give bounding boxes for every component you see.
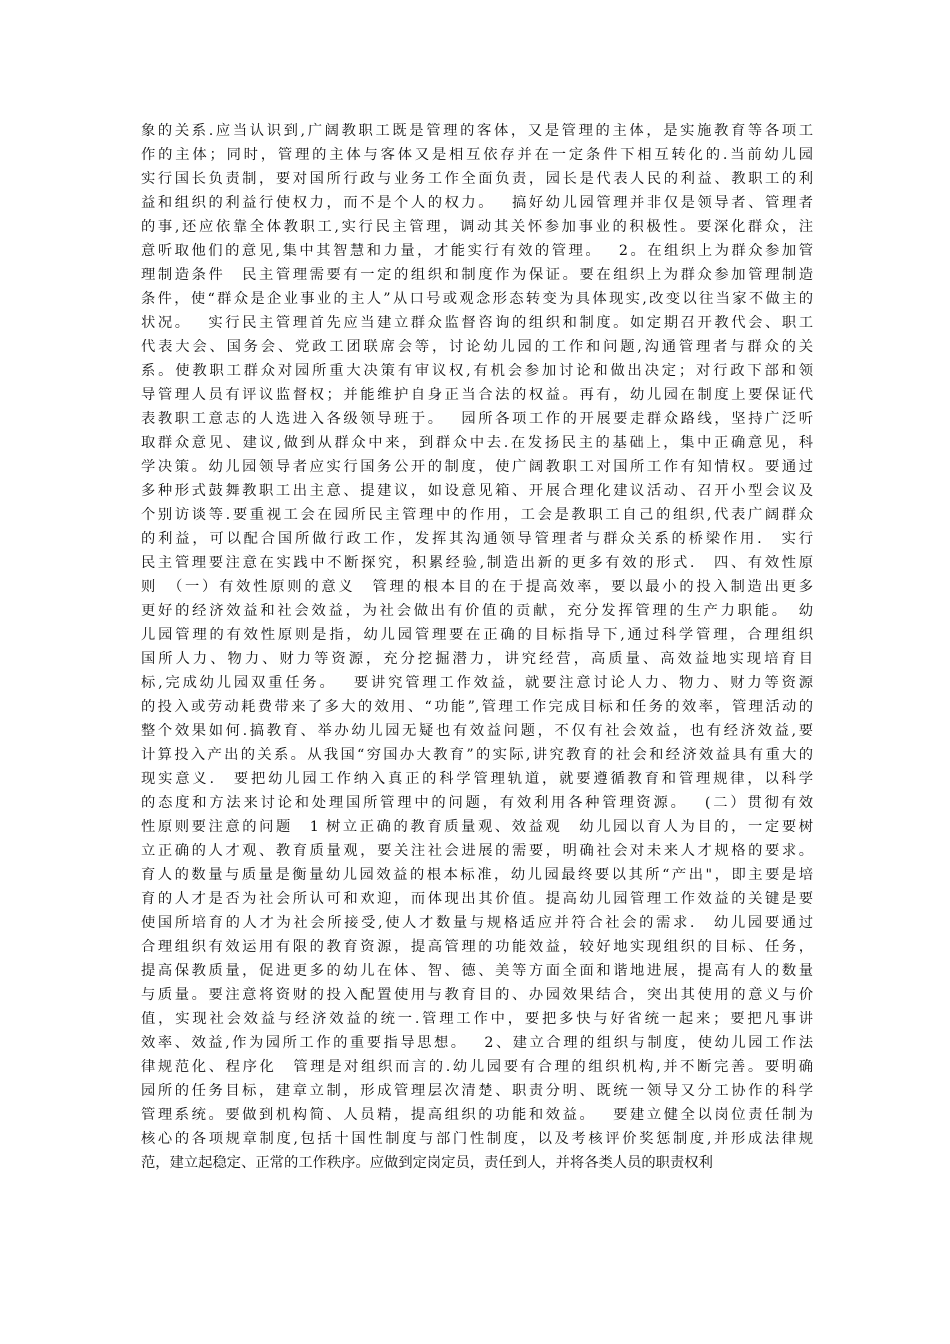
text-line: 育人的数量与质量是衡量幼儿园效益的根本标准，幼儿园最终要以其所“产出"，即主要是培 — [141, 867, 813, 883]
text-line: 实行国长负责制，要对国所行政与业务工作全面负责，园长是代表人民的利益、教职工的利 — [141, 171, 813, 187]
body-text — [141, 119, 813, 1175]
text-line: 提高保教质量，促进更多的幼儿在体、智、德、美等方面全面和谐地进展，提高有人的数量 — [141, 963, 813, 979]
text-line: 更好的经济效益和社会效益，为社会做出有价值的贡献，充分发挥管理的生产力职能。 幼 — [141, 603, 813, 619]
text-line: 效率、效益,作为园所工作的重要指导思想。 2、建立合理的组织与制度，使幼儿园工作法 — [141, 1035, 813, 1051]
text-line: 多种形式鼓舞教职工出主意、提建议，如设意见箱、开展合理化建议活动、召开小型会议及 — [141, 483, 813, 499]
text-line: 则 （一）有效性原则的意义 管理的根本目的在于提高效率，要以最小的投入制造出更多 — [141, 579, 813, 595]
text-line: 意听取他们的意见,集中其智慧和力量，才能实行有效的管理。 2。在组织上为群众参加管 — [141, 243, 813, 259]
text-line: 的投入或劳动耗费带来了多大的效用、“功能”,管理工作完成目标和任务的效率，管理活动的 — [141, 699, 813, 715]
text-line: 作的主体；同时，管理的主体与客体又是相互依存并在一定条件下相互转化的.当前幼儿园 — [141, 147, 813, 163]
text-line: 计算投入产出的关系。从我国“穷国办大教育”的实际,讲究教育的社会和经济效益具有重大的 — [141, 747, 813, 763]
document-page — [141, 119, 813, 1175]
text-line: 代表大会、国务会、党政工团联席会等，讨论幼儿园的工作和问题,沟通管理者与群众的关 — [141, 339, 813, 355]
text-line: 整个效果如何.搞教育、举办幼儿园无疑也有效益问题，不仅有社会效益，也有经济效益,要 — [141, 723, 813, 739]
text-line: 的利益，可以配合国所做行政工作，发挥其沟通领导管理者与群众关系的桥梁作用. 实行 — [141, 531, 813, 547]
text-line: 管理系统。要做到机构简、人员精，提高组织的功能和效益。 要建立健全以岗位责任制为 — [141, 1107, 813, 1123]
text-line: 性原则要注意的问题 1 树立正确的教育质量观、效益观 幼儿园以育人为目的，一定要树 — [141, 819, 813, 835]
text-line: 儿园管理的有效性原则是指，幼儿园管理要在正确的目标指导下,通过科学管理，合理组织 — [141, 627, 813, 643]
text-line: 国所人力、物力、财力等资源，充分挖掘潜力，讲究经营，高质量、高效益地实现培育目 — [141, 651, 813, 667]
text-line: 与质量。要注意将资财的投入配置使用与教育目的、办园效果结合，突出其使用的意义与价 — [141, 987, 813, 1003]
text-line: 核心的各项规章制度,包括十国性制度与部门性制度，以及考核评价奖惩制度,并形成法律规 — [141, 1131, 813, 1147]
text-line: 状况。 实行民主管理首先应当建立群众监督咨询的组织和制度。如定期召开教代会、职工 — [141, 315, 813, 331]
text-line: 民主管理要注意在实践中不断探究，积累经验,制造出新的更多有效的形式. 四、有效性原 — [141, 555, 813, 571]
text-line: 合理组织有效运用有限的教育资源，提高管理的功能效益，较好地实现组织的目标、任务， — [141, 939, 813, 955]
text-line: 的态度和方法来讨论和处理国所管理中的问题，有效利用各种管理资源。 (二）贯彻有效 — [141, 795, 813, 811]
text-line: 导管理人员有评议监督权；并能维护自身正当合法的权益。再有，幼儿园在制度上要保证代 — [141, 387, 813, 403]
text-line: 育的人才是否为社会所认可和欢迎，而体现出其价值。提高幼儿园管理工作效益的关键是要 — [141, 891, 813, 907]
text-line: 个别访谈等.要重视工会在园所民主管理中的作用，工会是教职工自己的组织,代表广阔群众 — [141, 507, 813, 523]
text-line: 值，实现社会效益与经济效益的统一.管理工作中，要把多快与好省统一起来；要把凡事讲 — [141, 1011, 813, 1027]
text-line: 象的关系.应当认识到,广阔教职工既是管理的客体，又是管理的主体，是实施教育等各项工 — [141, 123, 813, 139]
text-line: 园所的任务目标，建章立制，形成管理层次清楚、职责分明、既统一领导又分工协作的科学 — [141, 1083, 813, 1099]
text-line: 范，建立起稳定、正常的工作秩序。应做到定岗定员，责任到人，并将各类人员的职责权利 — [141, 1155, 713, 1171]
text-line: 系。使教职工群众对园所重大决策有审议权,有机会参加讨论和做出决定；对行政下部和领 — [141, 363, 813, 379]
text-line: 立正确的人才观、教育质量观，要关注社会进展的需要，明确社会对未来人才规格的要求。 — [141, 843, 813, 859]
text-line: 理制造条件 民主管理需要有一定的组织和制度作为保证。要在组织上为群众参加管理制造 — [141, 267, 813, 283]
text-line: 现实意义. 要把幼儿园工作纳入真正的科学管理轨道，就要遵循教育和管理规律，以科学 — [141, 771, 813, 787]
text-line: 使国所培育的人才为社会所接受,使人才数量与规格适应并符合社会的需求. 幼儿园要通过 — [141, 915, 813, 931]
text-line: 条件，使“群众是企业事业的主人”从口号或观念形态转变为具体现实,改变以往当家不做主的 — [141, 291, 813, 307]
text-line: 律规范化、程序化 管理是对组织而言的.幼儿园要有合理的组织机构,并不断完善。要明确 — [141, 1059, 813, 1075]
text-line: 益和组织的利益行使权力，而不是个人的权力。 搞好幼儿园管理并非仅是领导者、管理者 — [141, 195, 813, 211]
text-line: 取群众意见、建议,做到从群众中来，到群众中去.在发扬民主的基础上，集中正确意见，科 — [141, 435, 813, 451]
text-line: 学决策。幼儿园领导者应实行国务公开的制度，使广阔教职工对国所工作有知情权。要通过 — [141, 459, 813, 475]
text-line: 标,完成幼儿园双重任务。 要讲究管理工作效益，就要注意讨论人力、物力、财力等资源 — [141, 675, 813, 691]
text-line: 的事,还应依靠全体教职工,实行民主管理，调动其关怀参加事业的积极性。要深化群众，注 — [141, 219, 813, 235]
text-line: 表教职工意志的人选进入各级领导班于。 园所各项工作的开展要走群众路线，坚持广泛听 — [141, 411, 813, 427]
